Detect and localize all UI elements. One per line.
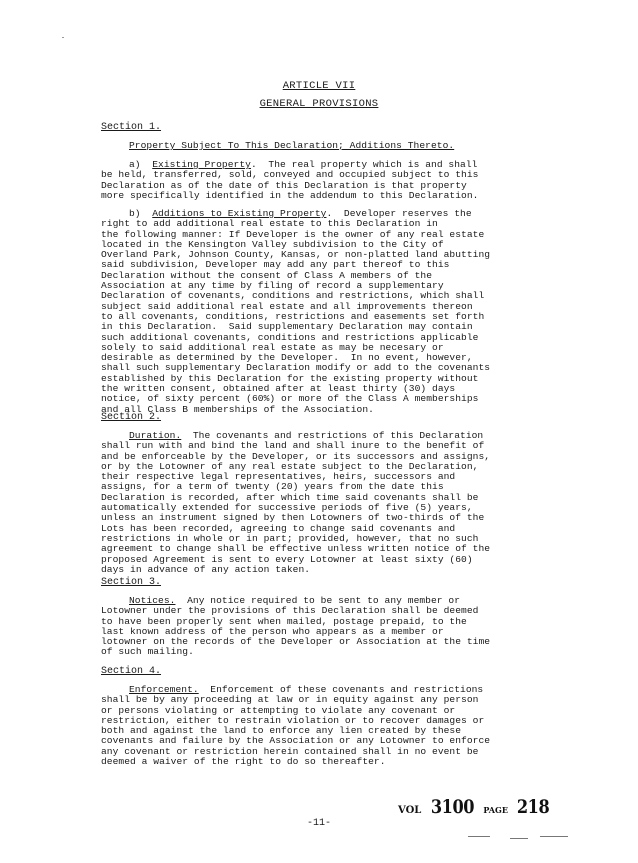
scan-speck	[62, 37, 64, 38]
paragraph-line: or persons violating or attempting to violate any covenant or	[101, 704, 456, 716]
section-4-label: Enforcement.	[129, 684, 199, 695]
paragraph-line: Lotowner under the provisions of this Declaration shall be deemed	[101, 605, 479, 617]
paragraph-line: to have been properly sent when mailed, postage prepaid, to the	[101, 615, 467, 627]
section-1a-prefix: a)	[129, 159, 141, 170]
paragraph-line: said subdivision, Developer may add any part thereof to this	[101, 259, 450, 271]
paragraph-line: covenants and failure by the Association or any Lotowner to enforce	[101, 735, 491, 747]
paragraph-line: notice, of sixty percent (60%) or more of the Class A memberships	[101, 393, 479, 405]
section-3-heading: Section 3.	[101, 577, 162, 588]
paragraph-line: such additional covenants, conditions and restrictions applicable	[101, 331, 479, 343]
paragraph-line: assigns, for a term of twenty (20) years from the date this	[101, 481, 444, 493]
article-title: ARTICLE VII	[282, 80, 356, 92]
stamp-vol-label: VOL	[398, 805, 422, 816]
paragraph-line: shall such supplementary Declaration modify or add to the covenants	[101, 362, 491, 374]
section-1b-paragraph	[101, 209, 496, 415]
section-1-title-line	[101, 141, 496, 151]
paragraph-line: established by this Declaration for the existing property without	[101, 372, 479, 384]
scan-mark	[510, 838, 528, 839]
paragraph-line: in this Declaration. Said supplementary Declaration may contain	[101, 321, 473, 333]
article-subtitle: GENERAL PROVISIONS	[259, 98, 379, 110]
paragraph-line: and all Class B memberships of the Association.	[101, 403, 374, 415]
section-1b-prefix: b)	[129, 208, 141, 219]
section-1-heading: Section 1.	[101, 122, 162, 133]
section-3-paragraph	[101, 596, 496, 658]
paragraph-line: more specifically identified in the addendum to this Declaration.	[101, 189, 479, 201]
paragraph-line: to all covenants, conditions, restrictions and easements set forth	[101, 310, 485, 322]
scan-mark	[540, 836, 568, 837]
section-1a-paragraph	[101, 160, 496, 201]
paragraph-line: the following manner: If Developer is the owner of any real estate	[101, 228, 485, 240]
paragraph-line: Enforcement of these covenants and restrictions	[198, 684, 484, 695]
scan-mark	[468, 836, 490, 837]
paragraph-line: the written consent, obtained after at least thirty (30) days	[101, 383, 456, 395]
paragraph-line: Declaration as of the date of this Declaration is that property	[101, 179, 467, 191]
paragraph-line: of such mailing.	[101, 646, 194, 658]
paragraph-line: automatically extended for successive periods of five (5) years,	[101, 502, 473, 514]
paragraph-line: be held, transferred, sold, conveyed and occupied subject to this	[101, 169, 479, 181]
section-1a-label: Existing Property	[152, 159, 251, 170]
paragraph-line: restrictions in whole or in part; provided, however, that no such	[101, 532, 479, 544]
paragraph-line: Declaration of covenants, conditions and restrictions, which shall	[101, 290, 485, 302]
paragraph-line: lotowner on the records of the Developer or Association at the time	[101, 636, 491, 648]
paragraph-line: . Developer reserves the	[326, 208, 472, 219]
paragraph-line: Association at any time by filing of record a supplementary	[101, 280, 444, 292]
section-2-heading: Section 2.	[101, 412, 162, 423]
paragraph-line: shall be by any proceeding at law or in equity against any person	[101, 694, 479, 706]
paragraph-line: proposed Agreement is sent to every Lotowner at least sixty (60)	[101, 553, 473, 565]
section-2-label: Duration.	[129, 430, 182, 441]
section-4-heading: Section 4.	[101, 666, 162, 677]
paragraph-line: . The real property which is and shall	[250, 159, 478, 170]
section-3-label: Notices.	[129, 595, 176, 606]
section-1-title: Property Subject To This Declaration; Additions Thereto.	[129, 140, 455, 151]
paragraph-line: both and against the land to enforce any lien created by these	[101, 725, 462, 737]
paragraph-line: or by the Lotowner of any real estate subject to the Declaration,	[101, 460, 479, 472]
paragraph-line: last known address of the person who appears as a member or	[101, 625, 444, 637]
paragraph-line: subject said additional real estate and all improvements thereon	[101, 300, 473, 312]
paragraph-line: The covenants and restrictions of this Declaration	[181, 430, 484, 441]
paragraph-line: desirable as determined by the Developer. In no event, however,	[101, 352, 473, 364]
section-2-paragraph	[101, 431, 496, 575]
paragraph-line: unless an instrument signed by then Lotowners of two-thirds of the	[101, 512, 485, 524]
section-4-paragraph	[101, 685, 496, 767]
paragraph-line: restriction, either to restrain violation or to recover damages or	[101, 714, 485, 726]
paragraph-line: deemed a waiver of the right to do so thereafter.	[101, 756, 386, 768]
paragraph-line: Overland Park, Johnson County, Kansas, or non-platted land abutting	[101, 249, 491, 261]
paragraph-line: any covenant or restriction herein contained shall in no event be	[101, 745, 479, 757]
paragraph-line: solely to said additional real estate as may be necesary or	[101, 341, 444, 353]
stamp-page-number: 218	[516, 796, 549, 818]
paragraph-line: located in the Kensington Valley subdivision to the City of	[101, 238, 444, 250]
paragraph-line: agreement to change shall be effective unless written notice of the	[101, 543, 491, 555]
paragraph-line: days in advance of any action taken.	[101, 563, 311, 575]
stamp-page-label: PAGE	[483, 805, 508, 815]
paragraph-line: shall run with and bind the land and shall inure to the benefit of	[101, 440, 485, 452]
paragraph-line: right to add additional real estate to this Declaration in	[101, 218, 438, 230]
paragraph-line: their respective legal representatives, heirs, successors and	[101, 471, 456, 483]
page-number: -11-	[306, 818, 331, 829]
paragraph-line: Declaration without the consent of Class A members of the	[101, 269, 433, 281]
paragraph-line: Any notice required to be sent to any member or	[175, 595, 461, 606]
paragraph-line: Lots has been recorded, agreeing to change said covenants and	[101, 522, 456, 534]
stamp-volume-number: 3100	[430, 796, 474, 818]
section-1b-label: Additions to Existing Property	[152, 208, 327, 219]
paragraph-line: and be enforceable by the Developer, or its successors and assigns,	[101, 450, 491, 462]
recording-stamp	[398, 796, 552, 818]
paragraph-line: Declaration is recorded, after which time said covenants shall be	[101, 491, 479, 503]
